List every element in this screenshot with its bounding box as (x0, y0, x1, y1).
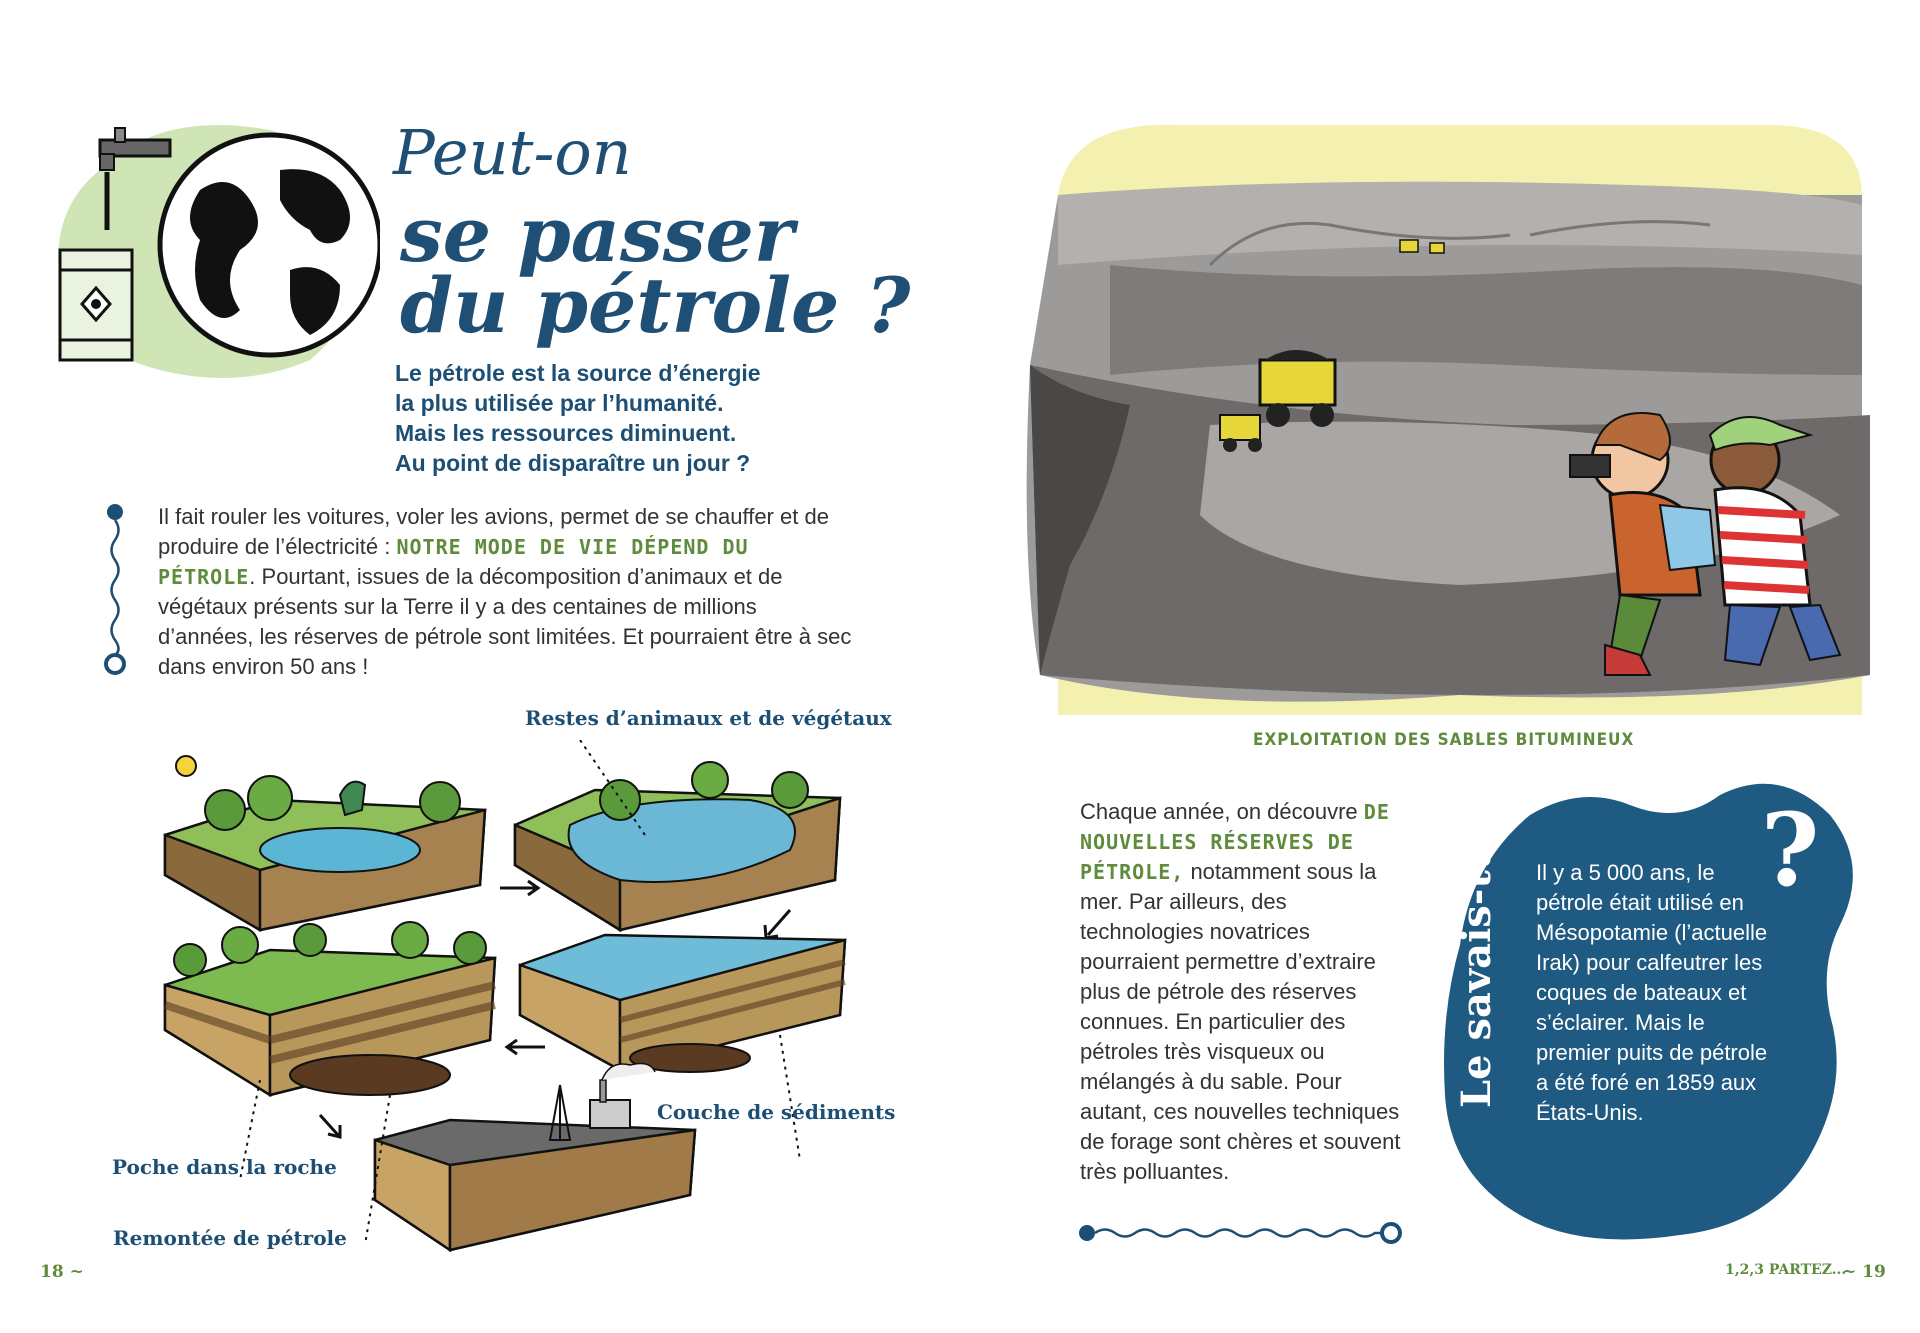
question-mark-icon: ? (1760, 791, 1820, 909)
diagram-block-forest (165, 756, 485, 930)
oil-formation-diagram (150, 740, 910, 1260)
title-line-1: Peut-on (393, 116, 632, 189)
page-number-right: ~ 19 (1842, 1262, 1886, 1282)
label-pocket: Poche dans la roche (112, 1155, 337, 1179)
right-text-part2: notamment sous la mer. Par ailleurs, des technologies novatrices pourraient permettre d’extraire plus de pétrole des réserves connues. En particulier des pétroles très visqueux ou mélangés à du sable. Pour autant, ces nouvelles techniques de forage sont chères et souvent très polluantes. (1080, 859, 1401, 1184)
wavy-line-horizontal (1075, 1218, 1405, 1248)
body-text-part1: Il fait rouler les voitures, voler les avions, permet de se chauffer et de produire de l’électricité : (158, 504, 829, 559)
title-line-2: se passer (400, 190, 794, 279)
footer-right-label: 1,2,3 PARTEZ... (1725, 1262, 1847, 1278)
wavy-line-decoration (100, 500, 130, 680)
oil-sands-illustration (1010, 115, 1890, 715)
diagram-block-lake (515, 740, 840, 930)
body-text-part2: . Pourtant, issues de la décomposition d’animaux et de végétaux présents sur la Terre il y a des centaines de millions d’années, les réserves de pétrole sont limitées. Et pourraient être à sec dans environ 50 ans ! (158, 564, 852, 679)
intro-line: Au point de disparaître un jour ? (395, 450, 751, 476)
right-highlight: DE NOUVELLES RÉSERVES DE PÉTROLE, (1080, 800, 1390, 884)
page-number-left: 18 ~ (40, 1262, 84, 1282)
did-you-know-heading: Le savais-tu ? (1453, 803, 1500, 1108)
right-text-part1: Chaque année, on découvre (1080, 799, 1364, 824)
intro-line: la plus utilisée par l’humanité. (395, 390, 724, 416)
body-highlight: NOTRE MODE DE VIE DÉPEND DU PÉTROLE (158, 535, 749, 589)
label-rise: Remontée de pétrole (113, 1226, 347, 1250)
label-sediments: Couche de sédiments (657, 1100, 896, 1124)
intro-line: Mais les ressources diminuent. (395, 420, 737, 446)
right-paragraph (1080, 797, 1410, 1187)
diagram-block-layers (165, 922, 495, 1095)
illustration-caption: EXPLOITATION DES SABLES BITUMINEUX (1253, 730, 1635, 750)
title-line-3: du pétrole ? (400, 261, 911, 350)
did-you-know-text: Il y a 5 000 ans, le pétrole était utilisé en Mésopotamie (l’actuelle Irak) pour calfeutrer les coques de bateaux et s’éclairer. Mais le premier puits de pétrole a été foré en 1859 aux États-Unis. (1536, 860, 1768, 1125)
globe-oil-illustration (40, 110, 380, 390)
label-remains: Restes d’animaux et de végétaux (525, 706, 892, 730)
intro-line: Le pétrole est la source d’énergie (395, 360, 761, 386)
intro-text (395, 358, 865, 478)
body-paragraph (158, 502, 858, 682)
